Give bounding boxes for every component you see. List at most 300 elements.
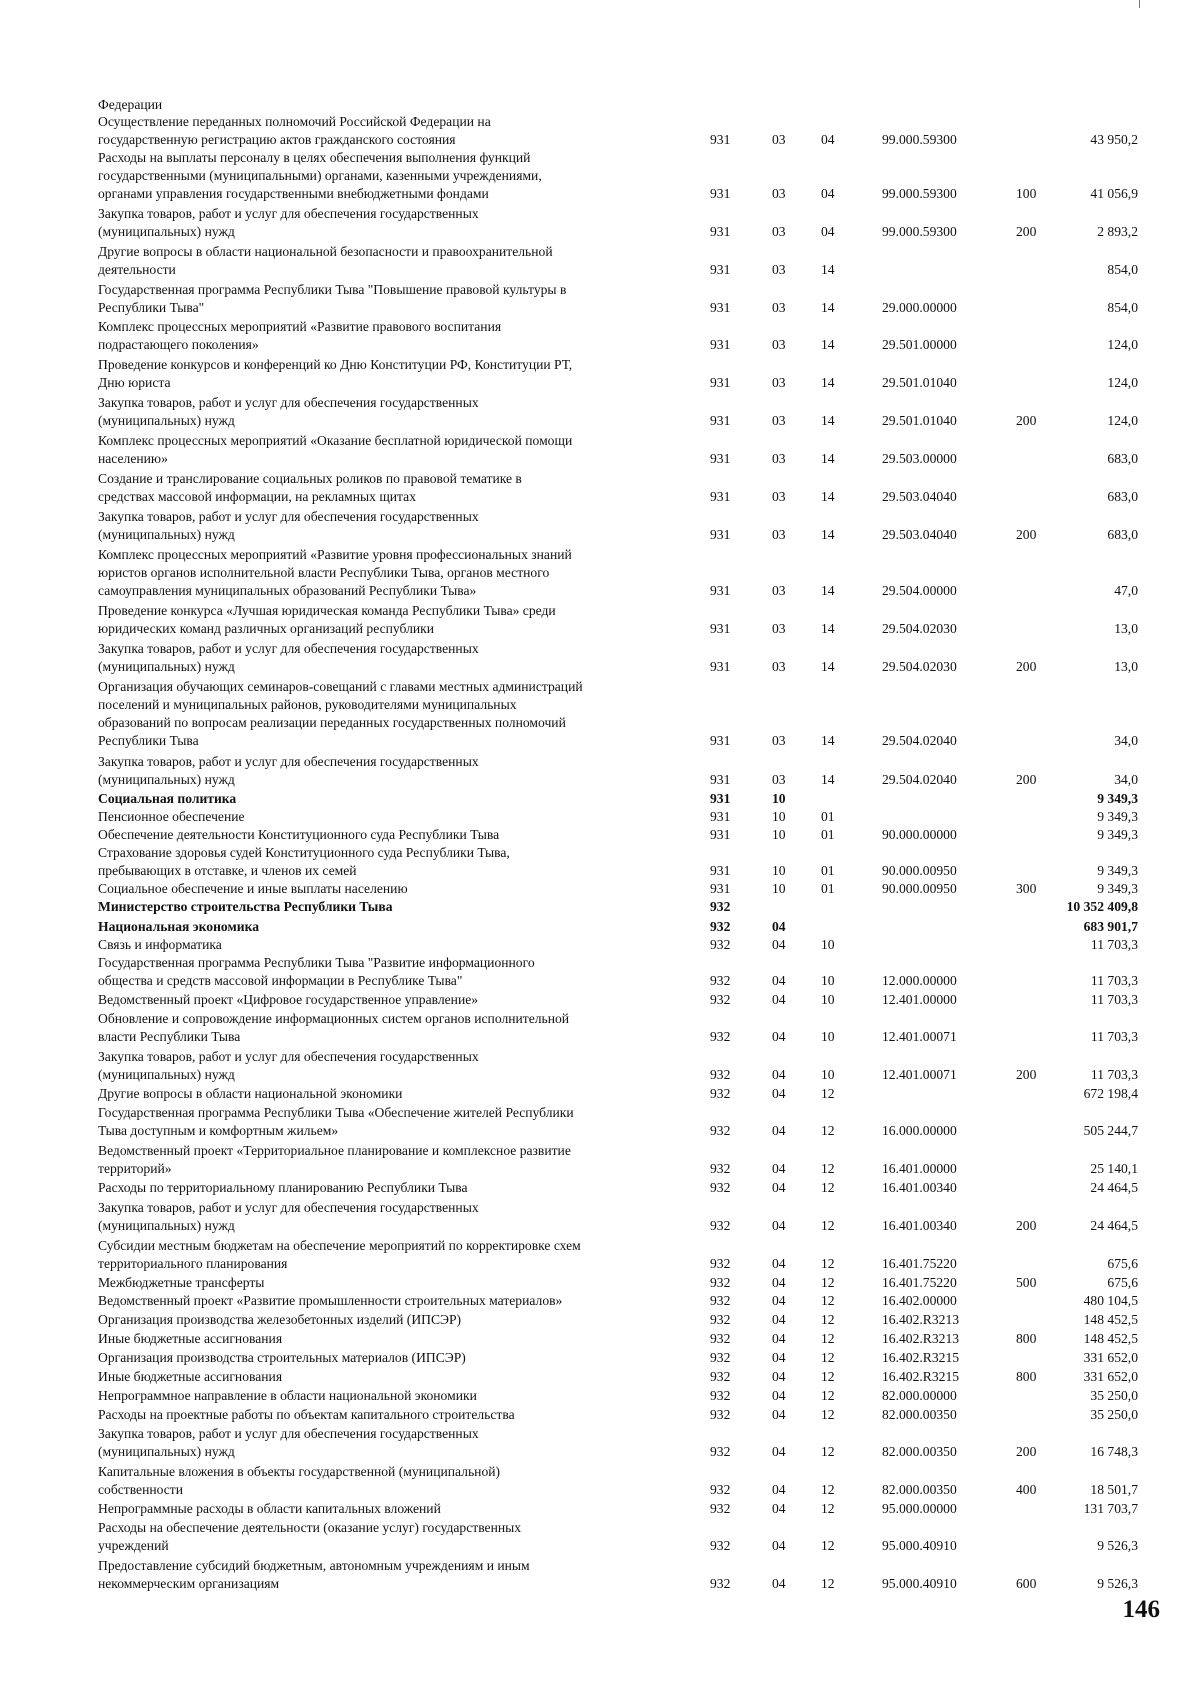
row-name: Федерации xyxy=(98,97,163,112)
cell-sub: 10 xyxy=(821,992,835,1007)
cell-admin: 932 xyxy=(710,1161,731,1176)
table-row xyxy=(0,1500,1200,1518)
cell-section: 04 xyxy=(772,1218,786,1233)
row-name: Организация обучающих семинаров-совещаний с главами местных администраций поселений и муниципальных районов, руководителями муниципальных образований по вопросам реализации переданных государственных полномочий Республики Тыва xyxy=(98,679,583,748)
row-name: Организация производства строительных материалов (ИПСЭР) xyxy=(98,1350,466,1365)
cell-sub: 04 xyxy=(821,186,835,201)
table-row xyxy=(0,470,1200,506)
cell-section: 03 xyxy=(772,413,786,428)
row-name: Закупка товаров, работ и услуг для обеспечения государственных (муниципальных) нужд xyxy=(98,395,479,428)
cell-amount: 675,6 xyxy=(1107,1256,1138,1271)
cell-section: 04 xyxy=(772,1350,786,1365)
table-row xyxy=(0,205,1200,241)
cell-sub: 14 xyxy=(821,375,835,390)
cell-target: 16.401.75220 xyxy=(882,1256,957,1271)
row-name: Обновление и сопровождение информационных систем органов исполнительной власти Республики Тыва xyxy=(98,1011,570,1044)
cell-sub: 14 xyxy=(821,451,835,466)
table-row xyxy=(0,1142,1200,1178)
table-row xyxy=(0,1463,1200,1499)
row-name: Связь и информатика xyxy=(98,937,222,952)
cell-target: 82.000.00350 xyxy=(882,1444,957,1459)
row-name: Другие вопросы в области национальной безопасности и правоохранительной деятельности xyxy=(98,244,553,277)
row-name: Комплекс процессных мероприятий «Развитие правового воспитания подрастающего поколения» xyxy=(98,319,502,352)
page-number: 146 xyxy=(1122,1596,1160,1623)
cell-sub: 14 xyxy=(821,337,835,352)
cell-amount: 148 452,5 xyxy=(1083,1331,1138,1346)
table-row xyxy=(0,1557,1200,1593)
cell-amount: 131 703,7 xyxy=(1083,1501,1138,1516)
cell-sub: 12 xyxy=(821,1086,835,1101)
row-name: Капитальные вложения в объекты государственной (муниципальной) собственности xyxy=(98,1464,501,1497)
cell-admin: 931 xyxy=(710,489,731,504)
row-name: Обеспечение деятельности Конституционного суда Республики Тыва xyxy=(98,827,500,842)
cell-admin: 931 xyxy=(710,791,731,806)
cell-admin: 931 xyxy=(710,881,731,896)
cell-target: 99.000.59300 xyxy=(882,132,957,147)
table-row xyxy=(0,808,1200,826)
cell-amount: 11 703,3 xyxy=(1090,937,1138,952)
cell-section: 04 xyxy=(772,1576,786,1591)
cell-section: 04 xyxy=(772,1501,786,1516)
cell-target: 29.000.00000 xyxy=(882,300,957,315)
row-name: Комплекс процессных мероприятий «Оказание бесплатной юридической помощи населению» xyxy=(98,433,573,466)
cell-sub: 14 xyxy=(821,300,835,315)
cell-section: 10 xyxy=(772,881,786,896)
scan-edge-mark xyxy=(1139,0,1140,8)
cell-admin: 931 xyxy=(710,583,731,598)
table-row xyxy=(0,1179,1200,1197)
cell-admin: 932 xyxy=(710,1388,731,1403)
cell-admin: 931 xyxy=(710,224,731,239)
row-name: Страхование здоровья судей Конституционного суда Республики Тыва, пребывающих в отставке, и членов их семей xyxy=(98,845,510,878)
row-name: Закупка товаров, работ и услуг для обеспечения государственных (муниципальных) нужд xyxy=(98,1200,479,1233)
cell-vtype: 300 xyxy=(1016,881,1037,896)
cell-amount: 672 198,4 xyxy=(1083,1086,1138,1101)
cell-admin: 931 xyxy=(710,451,731,466)
cell-admin: 931 xyxy=(710,375,731,390)
cell-admin: 932 xyxy=(710,919,731,934)
cell-section: 03 xyxy=(772,772,786,787)
cell-amount: 854,0 xyxy=(1107,262,1138,277)
cell-vtype: 200 xyxy=(1016,224,1037,239)
row-name: Проведение конкурса «Лучшая юридическая команда Республики Тыва» среди юридических команд различных организаций республики xyxy=(98,603,556,636)
table-row xyxy=(0,281,1200,317)
cell-amount: 11 703,3 xyxy=(1090,973,1138,988)
cell-target: 16.402.R3215 xyxy=(882,1350,960,1365)
cell-admin: 932 xyxy=(710,937,731,952)
table-row xyxy=(0,753,1200,789)
row-name: Социальное обеспечение и иные выплаты населению xyxy=(98,881,408,896)
cell-section: 03 xyxy=(772,733,786,748)
cell-target: 29.504.00000 xyxy=(882,583,957,598)
cell-target: 16.402.R3213 xyxy=(882,1331,960,1346)
cell-admin: 932 xyxy=(710,1576,731,1591)
row-name: Иные бюджетные ассигнования xyxy=(98,1369,283,1384)
cell-sub: 10 xyxy=(821,937,835,952)
row-name: Государственная программа Республики Тыва "Повышение правовой культуры в Республики Тыва" xyxy=(98,282,567,315)
cell-amount: 9 526,3 xyxy=(1097,1538,1138,1553)
cell-sub: 12 xyxy=(821,1482,835,1497)
cell-target: 29.503.04040 xyxy=(882,527,957,542)
cell-amount: 683 901,7 xyxy=(1083,919,1138,934)
cell-sub: 04 xyxy=(821,132,835,147)
cell-amount: 10 352 409,8 xyxy=(1066,899,1138,914)
cell-section: 03 xyxy=(772,300,786,315)
cell-section: 10 xyxy=(772,791,786,806)
cell-vtype: 600 xyxy=(1016,1576,1037,1591)
cell-section: 04 xyxy=(772,973,786,988)
table-row xyxy=(0,96,1200,114)
cell-vtype: 200 xyxy=(1016,1444,1037,1459)
cell-target: 12.000.00000 xyxy=(882,973,957,988)
cell-sub: 10 xyxy=(821,1029,835,1044)
cell-admin: 932 xyxy=(710,1369,731,1384)
cell-admin: 932 xyxy=(710,1350,731,1365)
table-row xyxy=(0,1048,1200,1084)
cell-sub: 12 xyxy=(821,1331,835,1346)
cell-sub: 01 xyxy=(821,809,835,824)
cell-sub: 14 xyxy=(821,621,835,636)
table-row xyxy=(0,1519,1200,1555)
table-row xyxy=(0,149,1200,203)
table-row xyxy=(0,1010,1200,1046)
table-row xyxy=(0,898,1200,916)
cell-section: 04 xyxy=(772,1444,786,1459)
cell-sub: 12 xyxy=(821,1275,835,1290)
table-row xyxy=(0,1199,1200,1235)
row-name: Другие вопросы в области национальной экономики xyxy=(98,1086,403,1101)
cell-amount: 683,0 xyxy=(1107,451,1138,466)
cell-target: 12.401.00000 xyxy=(882,992,957,1007)
cell-admin: 932 xyxy=(710,1538,731,1553)
cell-sub: 01 xyxy=(821,863,835,878)
cell-amount: 124,0 xyxy=(1107,375,1138,390)
cell-section: 03 xyxy=(772,375,786,390)
cell-target: 99.000.59300 xyxy=(882,224,957,239)
cell-sub: 12 xyxy=(821,1293,835,1308)
table-row xyxy=(0,1406,1200,1424)
cell-vtype: 800 xyxy=(1016,1369,1037,1384)
cell-section: 04 xyxy=(772,1482,786,1497)
cell-sub: 10 xyxy=(821,973,835,988)
row-name: Государственная программа Республики Тыва «Обеспечение жителей Республики Тыва доступным и комфортным жильем» xyxy=(98,1105,574,1138)
table-row xyxy=(0,1368,1200,1386)
row-name: Расходы на выплаты персоналу в целях обеспечения выполнения функций государственными (муниципальными) органами, казенными учреждениями, органами управления государственными внебюджетными фондами xyxy=(98,150,542,201)
cell-sub: 14 xyxy=(821,659,835,674)
cell-sub: 12 xyxy=(821,1576,835,1591)
table-row xyxy=(0,508,1200,544)
cell-section: 03 xyxy=(772,451,786,466)
cell-amount: 683,0 xyxy=(1107,489,1138,504)
table-row xyxy=(0,1085,1200,1103)
table-row xyxy=(0,1311,1200,1329)
cell-admin: 931 xyxy=(710,863,731,878)
cell-admin: 931 xyxy=(710,337,731,352)
table-row xyxy=(0,546,1200,600)
row-name: Пенсионное обеспечение xyxy=(98,809,245,824)
cell-amount: 124,0 xyxy=(1107,413,1138,428)
row-name: Министерство строительства Республики Тыва xyxy=(98,899,393,914)
cell-vtype: 200 xyxy=(1016,1067,1037,1082)
cell-amount: 11 703,3 xyxy=(1090,992,1138,1007)
cell-admin: 931 xyxy=(710,527,731,542)
cell-admin: 931 xyxy=(710,772,731,787)
cell-vtype: 800 xyxy=(1016,1331,1037,1346)
cell-admin: 932 xyxy=(710,1086,731,1101)
cell-vtype: 200 xyxy=(1016,772,1037,787)
cell-target: 29.504.02030 xyxy=(882,621,957,636)
cell-sub: 12 xyxy=(821,1312,835,1327)
cell-sub: 12 xyxy=(821,1218,835,1233)
cell-sub: 14 xyxy=(821,262,835,277)
cell-amount: 13,0 xyxy=(1114,621,1138,636)
cell-vtype: 500 xyxy=(1016,1275,1037,1290)
cell-amount: 34,0 xyxy=(1114,733,1138,748)
cell-amount: 35 250,0 xyxy=(1090,1407,1138,1422)
cell-target: 16.401.00340 xyxy=(882,1180,957,1195)
cell-target: 16.401.75220 xyxy=(882,1275,957,1290)
cell-admin: 932 xyxy=(710,1407,731,1422)
row-name: Закупка товаров, работ и услуг для обеспечения государственных (муниципальных) нужд xyxy=(98,509,479,542)
cell-admin: 931 xyxy=(710,621,731,636)
cell-target: 29.504.02040 xyxy=(882,733,957,748)
cell-target: 82.000.00350 xyxy=(882,1482,957,1497)
cell-target: 95.000.40910 xyxy=(882,1576,957,1591)
cell-admin: 931 xyxy=(710,413,731,428)
cell-target: 16.401.00340 xyxy=(882,1218,957,1233)
cell-target: 29.504.02040 xyxy=(882,772,957,787)
cell-admin: 931 xyxy=(710,186,731,201)
table-row xyxy=(0,844,1200,880)
cell-section: 03 xyxy=(772,337,786,352)
cell-admin: 932 xyxy=(710,1180,731,1195)
row-name: Ведомственный проект «Развитие промышленности строительных материалов» xyxy=(98,1293,563,1308)
cell-admin: 931 xyxy=(710,300,731,315)
cell-amount: 480 104,5 xyxy=(1083,1293,1138,1308)
cell-vtype: 200 xyxy=(1016,527,1037,542)
cell-target: 16.401.00000 xyxy=(882,1161,957,1176)
cell-sub: 14 xyxy=(821,527,835,542)
cell-admin: 932 xyxy=(710,1331,731,1346)
cell-section: 04 xyxy=(772,1123,786,1138)
cell-section: 04 xyxy=(772,1331,786,1346)
cell-admin: 931 xyxy=(710,132,731,147)
cell-sub: 12 xyxy=(821,1444,835,1459)
cell-target: 82.000.00350 xyxy=(882,1407,957,1422)
cell-section: 04 xyxy=(772,937,786,952)
cell-amount: 18 501,7 xyxy=(1090,1482,1138,1497)
row-name: Непрограммные расходы в области капитальных вложений xyxy=(98,1501,441,1516)
row-name: Осуществление переданных полномочий Российской Федерации на государственную регистрацию актов гражданского состояния xyxy=(98,114,491,147)
cell-sub: 14 xyxy=(821,489,835,504)
cell-admin: 932 xyxy=(710,1123,731,1138)
cell-admin: 932 xyxy=(710,1312,731,1327)
cell-admin: 932 xyxy=(710,992,731,1007)
cell-amount: 47,0 xyxy=(1114,583,1138,598)
cell-amount: 11 703,3 xyxy=(1090,1067,1138,1082)
cell-section: 04 xyxy=(772,992,786,1007)
cell-sub: 12 xyxy=(821,1123,835,1138)
cell-section: 03 xyxy=(772,262,786,277)
table-row xyxy=(0,602,1200,638)
cell-sub: 12 xyxy=(821,1256,835,1271)
cell-sub: 01 xyxy=(821,881,835,896)
row-name: Расходы на обеспечение деятельности (оказание услуг) государственных учреждений xyxy=(98,1520,522,1553)
cell-admin: 932 xyxy=(710,899,731,914)
cell-section: 04 xyxy=(772,1388,786,1403)
cell-target: 29.503.00000 xyxy=(882,451,957,466)
cell-sub: 12 xyxy=(821,1407,835,1422)
cell-section: 04 xyxy=(772,1275,786,1290)
cell-amount: 9 349,3 xyxy=(1097,791,1138,806)
cell-amount: 24 464,5 xyxy=(1090,1218,1138,1233)
cell-vtype: 200 xyxy=(1016,659,1037,674)
table-row xyxy=(0,1292,1200,1310)
cell-section: 03 xyxy=(772,527,786,542)
row-name: Иные бюджетные ассигнования xyxy=(98,1331,283,1346)
cell-section: 04 xyxy=(772,1312,786,1327)
row-name: Организация производства железобетонных изделий (ИПСЭР) xyxy=(98,1312,462,1327)
cell-target: 82.000.00000 xyxy=(882,1388,957,1403)
row-name: Государственная программа Республики Тыва "Развитие информационного общества и средств массовой информации в Республике Тыва" xyxy=(98,955,535,988)
cell-amount: 505 244,7 xyxy=(1083,1123,1138,1138)
cell-section: 04 xyxy=(772,1256,786,1271)
cell-amount: 9 526,3 xyxy=(1097,1576,1138,1591)
table-row xyxy=(0,1425,1200,1461)
table-row xyxy=(0,394,1200,430)
cell-sub: 14 xyxy=(821,413,835,428)
cell-target: 29.503.04040 xyxy=(882,489,957,504)
cell-target: 12.401.00071 xyxy=(882,1029,957,1044)
cell-section: 04 xyxy=(772,1538,786,1553)
cell-target: 95.000.40910 xyxy=(882,1538,957,1553)
cell-section: 10 xyxy=(772,863,786,878)
cell-admin: 932 xyxy=(710,1293,731,1308)
row-name: Закупка товаров, работ и услуг для обеспечения государственных (муниципальных) нужд xyxy=(98,754,479,787)
row-name: Комплекс процессных мероприятий «Развитие уровня профессиональных знаний юристов органов исполнительной власти Республики Тыва, органов местного самоуправления муниципальных образований Республики Тыва» xyxy=(98,547,572,598)
cell-section: 04 xyxy=(772,1293,786,1308)
cell-admin: 932 xyxy=(710,1444,731,1459)
cell-sub: 12 xyxy=(821,1350,835,1365)
cell-section: 03 xyxy=(772,659,786,674)
cell-amount: 24 464,5 xyxy=(1090,1180,1138,1195)
row-name: Предоставление субсидий бюджетным, автономным учреждениям и иным некоммерческим организациям xyxy=(98,1558,530,1591)
cell-sub: 12 xyxy=(821,1388,835,1403)
cell-admin: 931 xyxy=(710,262,731,277)
row-name: Закупка товаров, работ и услуг для обеспечения государственных (муниципальных) нужд xyxy=(98,641,479,674)
row-name: Субсидии местным бюджетам на обеспечение мероприятий по корректировке схем территориального планирования xyxy=(98,1238,581,1271)
cell-amount: 11 703,3 xyxy=(1090,1029,1138,1044)
cell-amount: 9 349,3 xyxy=(1097,809,1138,824)
cell-amount: 148 452,5 xyxy=(1083,1312,1138,1327)
row-name: Закупка товаров, работ и услуг для обеспечения государственных (муниципальных) нужд xyxy=(98,206,479,239)
cell-admin: 932 xyxy=(710,1501,731,1516)
cell-sub: 12 xyxy=(821,1501,835,1516)
cell-target: 12.401.00071 xyxy=(882,1067,957,1082)
cell-amount: 34,0 xyxy=(1114,772,1138,787)
cell-admin: 932 xyxy=(710,1067,731,1082)
cell-sub: 12 xyxy=(821,1161,835,1176)
cell-section: 04 xyxy=(772,1029,786,1044)
cell-section: 03 xyxy=(772,132,786,147)
cell-amount: 13,0 xyxy=(1114,659,1138,674)
table-row xyxy=(0,1237,1200,1273)
table-row xyxy=(0,826,1200,844)
cell-target: 16.402.R3215 xyxy=(882,1369,960,1384)
cell-section: 04 xyxy=(772,1067,786,1082)
cell-sub: 14 xyxy=(821,772,835,787)
table-row xyxy=(0,243,1200,279)
cell-section: 04 xyxy=(772,919,786,934)
row-name: Межбюджетные трансферты xyxy=(98,1275,265,1290)
cell-sub: 14 xyxy=(821,733,835,748)
cell-target: 90.000.00950 xyxy=(882,863,957,878)
cell-amount: 331 652,0 xyxy=(1083,1350,1138,1365)
cell-target: 16.402.R3213 xyxy=(882,1312,960,1327)
table-row xyxy=(0,918,1200,936)
cell-admin: 931 xyxy=(710,659,731,674)
cell-admin: 932 xyxy=(710,1218,731,1233)
cell-amount: 331 652,0 xyxy=(1083,1369,1138,1384)
table-row xyxy=(0,790,1200,808)
cell-target: 90.000.00000 xyxy=(882,827,957,842)
cell-sub: 10 xyxy=(821,1067,835,1082)
cell-amount: 854,0 xyxy=(1107,300,1138,315)
cell-vtype: 100 xyxy=(1016,186,1037,201)
cell-section: 03 xyxy=(772,186,786,201)
table-row xyxy=(0,1330,1200,1348)
cell-sub: 12 xyxy=(821,1180,835,1195)
cell-section: 04 xyxy=(772,1407,786,1422)
cell-amount: 9 349,3 xyxy=(1097,827,1138,842)
cell-sub: 04 xyxy=(821,224,835,239)
table-row xyxy=(0,640,1200,676)
table-row xyxy=(0,113,1200,149)
cell-target: 90.000.00950 xyxy=(882,881,957,896)
cell-target: 99.000.59300 xyxy=(882,186,957,201)
cell-target: 29.501.01040 xyxy=(882,375,957,390)
cell-amount: 41 056,9 xyxy=(1090,186,1138,201)
cell-target: 95.000.00000 xyxy=(882,1501,957,1516)
cell-amount: 124,0 xyxy=(1107,337,1138,352)
row-name: Национальная экономика xyxy=(98,919,259,934)
cell-admin: 932 xyxy=(710,1275,731,1290)
row-name: Закупка товаров, работ и услуг для обеспечения государственных (муниципальных) нужд xyxy=(98,1049,479,1082)
row-name: Создание и транслирование социальных роликов по правовой тематике в средствах массовой информации, на рекламных щитах xyxy=(98,471,522,504)
cell-amount: 43 950,2 xyxy=(1090,132,1138,147)
cell-amount: 25 140,1 xyxy=(1090,1161,1138,1176)
cell-amount: 9 349,3 xyxy=(1097,881,1138,896)
cell-admin: 931 xyxy=(710,809,731,824)
cell-section: 04 xyxy=(772,1180,786,1195)
cell-vtype: 200 xyxy=(1016,413,1037,428)
cell-amount: 2 893,2 xyxy=(1097,224,1138,239)
cell-target: 29.501.01040 xyxy=(882,413,957,428)
cell-vtype: 400 xyxy=(1016,1482,1037,1497)
row-name: Ведомственный проект «Цифровое государственное управление» xyxy=(98,992,479,1007)
row-name: Ведомственный проект «Территориальное планирование и комплексное развитие территорий» xyxy=(98,1143,571,1176)
cell-sub: 01 xyxy=(821,827,835,842)
cell-sub: 14 xyxy=(821,583,835,598)
row-name: Закупка товаров, работ и услуг для обеспечения государственных (муниципальных) нужд xyxy=(98,1426,479,1459)
cell-section: 04 xyxy=(772,1086,786,1101)
cell-amount: 16 748,3 xyxy=(1090,1444,1138,1459)
cell-admin: 932 xyxy=(710,973,731,988)
cell-amount: 9 349,3 xyxy=(1097,863,1138,878)
cell-sub: 12 xyxy=(821,1369,835,1384)
cell-target: 29.504.02030 xyxy=(882,659,957,674)
table-row xyxy=(0,1104,1200,1140)
